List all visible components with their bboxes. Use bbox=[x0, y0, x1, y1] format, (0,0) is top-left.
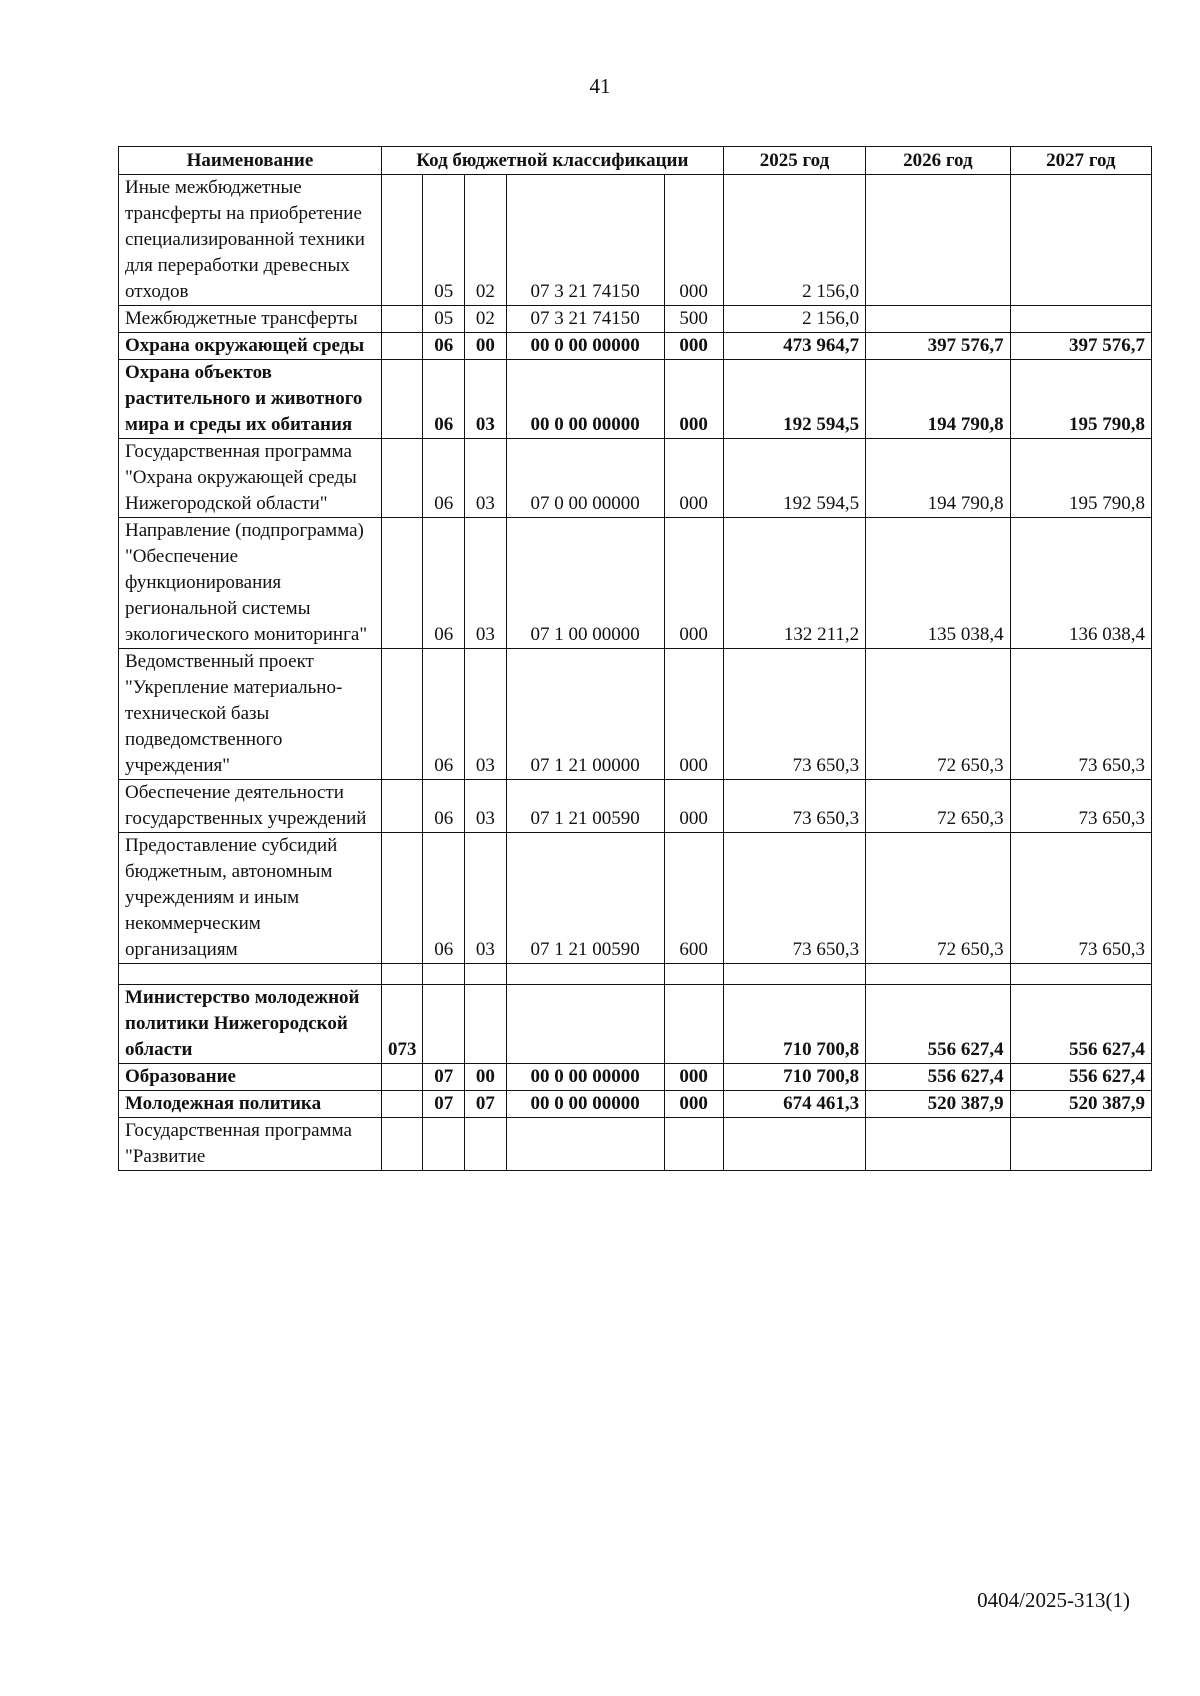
budget-table bbox=[118, 146, 1152, 1171]
table-row bbox=[119, 833, 1152, 964]
row-vr bbox=[664, 1118, 723, 1171]
row-name: Обеспечение деятельности государственных учреждений bbox=[119, 780, 382, 833]
row-vr: 000 bbox=[664, 1091, 723, 1118]
table-row bbox=[119, 1118, 1152, 1171]
row-name: Молодежная политика bbox=[119, 1091, 382, 1118]
row-2027: 397 576,7 bbox=[1010, 333, 1151, 360]
row-2026: 397 576,7 bbox=[866, 333, 1010, 360]
spacer-cell bbox=[664, 964, 723, 985]
row-vr: 000 bbox=[664, 518, 723, 649]
row-name: Охрана объектов растительного и животного мира и среды их обитания bbox=[119, 360, 382, 439]
row-pr: 03 bbox=[465, 649, 507, 780]
spacer-cell bbox=[506, 964, 664, 985]
header-2026: 2026 год bbox=[866, 147, 1010, 175]
row-2027: 195 790,8 bbox=[1010, 360, 1151, 439]
row-pr: 02 bbox=[465, 306, 507, 333]
row-2027 bbox=[1010, 175, 1151, 306]
row-rz: 06 bbox=[423, 833, 465, 964]
row-2026: 520 387,9 bbox=[866, 1091, 1010, 1118]
header-2027: 2027 год bbox=[1010, 147, 1151, 175]
row-pr bbox=[465, 985, 507, 1064]
table-row bbox=[119, 439, 1152, 518]
row-vr: 000 bbox=[664, 780, 723, 833]
row-csr: 07 1 21 00000 bbox=[506, 649, 664, 780]
row-pr: 03 bbox=[465, 833, 507, 964]
row-pr: 03 bbox=[465, 439, 507, 518]
row-grbs bbox=[381, 833, 423, 964]
row-rz: 07 bbox=[423, 1091, 465, 1118]
row-2026 bbox=[866, 1118, 1010, 1171]
row-name: Охрана окружающей среды bbox=[119, 333, 382, 360]
row-pr: 07 bbox=[465, 1091, 507, 1118]
row-2027 bbox=[1010, 306, 1151, 333]
row-pr: 00 bbox=[465, 333, 507, 360]
row-2027: 556 627,4 bbox=[1010, 985, 1151, 1064]
row-grbs bbox=[381, 1091, 423, 1118]
table-row bbox=[119, 1091, 1152, 1118]
row-2025: 132 211,2 bbox=[723, 518, 865, 649]
row-2026: 135 038,4 bbox=[866, 518, 1010, 649]
row-2027 bbox=[1010, 1118, 1151, 1171]
header-code: Код бюджетной классификации bbox=[381, 147, 723, 175]
row-2027: 195 790,8 bbox=[1010, 439, 1151, 518]
row-2025: 710 700,8 bbox=[723, 1064, 865, 1091]
row-vr: 000 bbox=[664, 439, 723, 518]
spacer-cell bbox=[119, 964, 382, 985]
row-2025: 73 650,3 bbox=[723, 649, 865, 780]
row-2025: 192 594,5 bbox=[723, 360, 865, 439]
row-rz: 06 bbox=[423, 780, 465, 833]
row-2026: 556 627,4 bbox=[866, 985, 1010, 1064]
row-csr bbox=[506, 1118, 664, 1171]
row-name: Государственная программа "Охрана окружающей среды Нижегородской области" bbox=[119, 439, 382, 518]
row-rz: 06 bbox=[423, 333, 465, 360]
spacer-cell bbox=[381, 964, 423, 985]
row-name: Образование bbox=[119, 1064, 382, 1091]
row-vr bbox=[664, 985, 723, 1064]
row-csr: 00 0 00 00000 bbox=[506, 1064, 664, 1091]
table-row bbox=[119, 333, 1152, 360]
row-pr: 03 bbox=[465, 780, 507, 833]
row-csr: 00 0 00 00000 bbox=[506, 360, 664, 439]
row-pr: 03 bbox=[465, 518, 507, 649]
row-2026: 72 650,3 bbox=[866, 780, 1010, 833]
row-pr bbox=[465, 1118, 507, 1171]
row-2027: 73 650,3 bbox=[1010, 780, 1151, 833]
row-vr: 500 bbox=[664, 306, 723, 333]
row-rz bbox=[423, 1118, 465, 1171]
row-rz bbox=[423, 985, 465, 1064]
row-2025: 2 156,0 bbox=[723, 175, 865, 306]
row-2026: 72 650,3 bbox=[866, 649, 1010, 780]
spacer-cell bbox=[866, 964, 1010, 985]
row-2026 bbox=[866, 306, 1010, 333]
row-pr: 00 bbox=[465, 1064, 507, 1091]
row-vr: 000 bbox=[664, 360, 723, 439]
spacer-row bbox=[119, 964, 1152, 985]
row-grbs bbox=[381, 360, 423, 439]
table-row bbox=[119, 360, 1152, 439]
row-rz: 06 bbox=[423, 649, 465, 780]
row-csr: 07 1 00 00000 bbox=[506, 518, 664, 649]
row-grbs bbox=[381, 780, 423, 833]
row-vr: 000 bbox=[664, 333, 723, 360]
row-grbs bbox=[381, 1064, 423, 1091]
spacer-cell bbox=[1010, 964, 1151, 985]
row-csr: 07 1 21 00590 bbox=[506, 780, 664, 833]
page-number: 41 bbox=[589, 74, 611, 98]
row-name: Предоставление субсидий бюджетным, автономным учреждениям и иным некоммерческим организациям bbox=[119, 833, 382, 964]
row-grbs bbox=[381, 649, 423, 780]
row-rz: 06 bbox=[423, 439, 465, 518]
table-row bbox=[119, 985, 1152, 1064]
table-row bbox=[119, 780, 1152, 833]
table-row bbox=[119, 649, 1152, 780]
table-row bbox=[119, 1064, 1152, 1091]
table-row bbox=[119, 175, 1152, 306]
row-2025: 674 461,3 bbox=[723, 1091, 865, 1118]
row-pr: 03 bbox=[465, 360, 507, 439]
row-name: Ведомственный проект "Укрепление материально-технической базы подведомственного учреждения" bbox=[119, 649, 382, 780]
row-grbs bbox=[381, 1118, 423, 1171]
row-rz: 05 bbox=[423, 175, 465, 306]
row-name: Направление (подпрограмма) "Обеспечение функционирования региональной системы экологического мониторинга" bbox=[119, 518, 382, 649]
header-2025: 2025 год bbox=[723, 147, 865, 175]
row-rz: 06 bbox=[423, 360, 465, 439]
row-2025: 710 700,8 bbox=[723, 985, 865, 1064]
row-2025: 2 156,0 bbox=[723, 306, 865, 333]
row-grbs bbox=[381, 175, 423, 306]
row-csr bbox=[506, 985, 664, 1064]
header-name: Наименование bbox=[119, 147, 382, 175]
row-csr: 00 0 00 00000 bbox=[506, 1091, 664, 1118]
row-2025: 73 650,3 bbox=[723, 833, 865, 964]
row-vr: 600 bbox=[664, 833, 723, 964]
row-2025: 473 964,7 bbox=[723, 333, 865, 360]
row-rz: 06 bbox=[423, 518, 465, 649]
row-2026: 194 790,8 bbox=[866, 360, 1010, 439]
row-2027: 556 627,4 bbox=[1010, 1064, 1151, 1091]
table-row bbox=[119, 306, 1152, 333]
row-pr: 02 bbox=[465, 175, 507, 306]
row-grbs: 073 bbox=[381, 985, 423, 1064]
row-2027: 73 650,3 bbox=[1010, 833, 1151, 964]
row-name: Государственная программа "Развитие bbox=[119, 1118, 382, 1171]
row-2026 bbox=[866, 175, 1010, 306]
row-2026: 194 790,8 bbox=[866, 439, 1010, 518]
row-2027: 136 038,4 bbox=[1010, 518, 1151, 649]
spacer-cell bbox=[465, 964, 507, 985]
table-header-row bbox=[119, 147, 1152, 175]
row-csr: 07 1 21 00590 bbox=[506, 833, 664, 964]
row-csr: 07 0 00 00000 bbox=[506, 439, 664, 518]
spacer-cell bbox=[423, 964, 465, 985]
row-grbs bbox=[381, 518, 423, 649]
row-vr: 000 bbox=[664, 175, 723, 306]
row-name: Межбюджетные трансферты bbox=[119, 306, 382, 333]
table-row bbox=[119, 518, 1152, 649]
row-grbs bbox=[381, 439, 423, 518]
row-2025: 192 594,5 bbox=[723, 439, 865, 518]
row-vr: 000 bbox=[664, 1064, 723, 1091]
row-2027: 73 650,3 bbox=[1010, 649, 1151, 780]
row-2025 bbox=[723, 1118, 865, 1171]
row-grbs bbox=[381, 306, 423, 333]
row-2026: 72 650,3 bbox=[866, 833, 1010, 964]
row-csr: 00 0 00 00000 bbox=[506, 333, 664, 360]
spacer-cell bbox=[723, 964, 865, 985]
row-2027: 520 387,9 bbox=[1010, 1091, 1151, 1118]
row-grbs bbox=[381, 333, 423, 360]
row-name: Министерство молодежной политики Нижегородской области bbox=[119, 985, 382, 1064]
row-2025: 73 650,3 bbox=[723, 780, 865, 833]
row-2026: 556 627,4 bbox=[866, 1064, 1010, 1091]
row-csr: 07 3 21 74150 bbox=[506, 175, 664, 306]
document-code: 0404/2025-313(1) bbox=[977, 1588, 1130, 1612]
row-rz: 07 bbox=[423, 1064, 465, 1091]
row-vr: 000 bbox=[664, 649, 723, 780]
row-name: Иные межбюджетные трансферты на приобретение специализированной техники для переработки древесных отходов bbox=[119, 175, 382, 306]
row-csr: 07 3 21 74150 bbox=[506, 306, 664, 333]
row-rz: 05 bbox=[423, 306, 465, 333]
